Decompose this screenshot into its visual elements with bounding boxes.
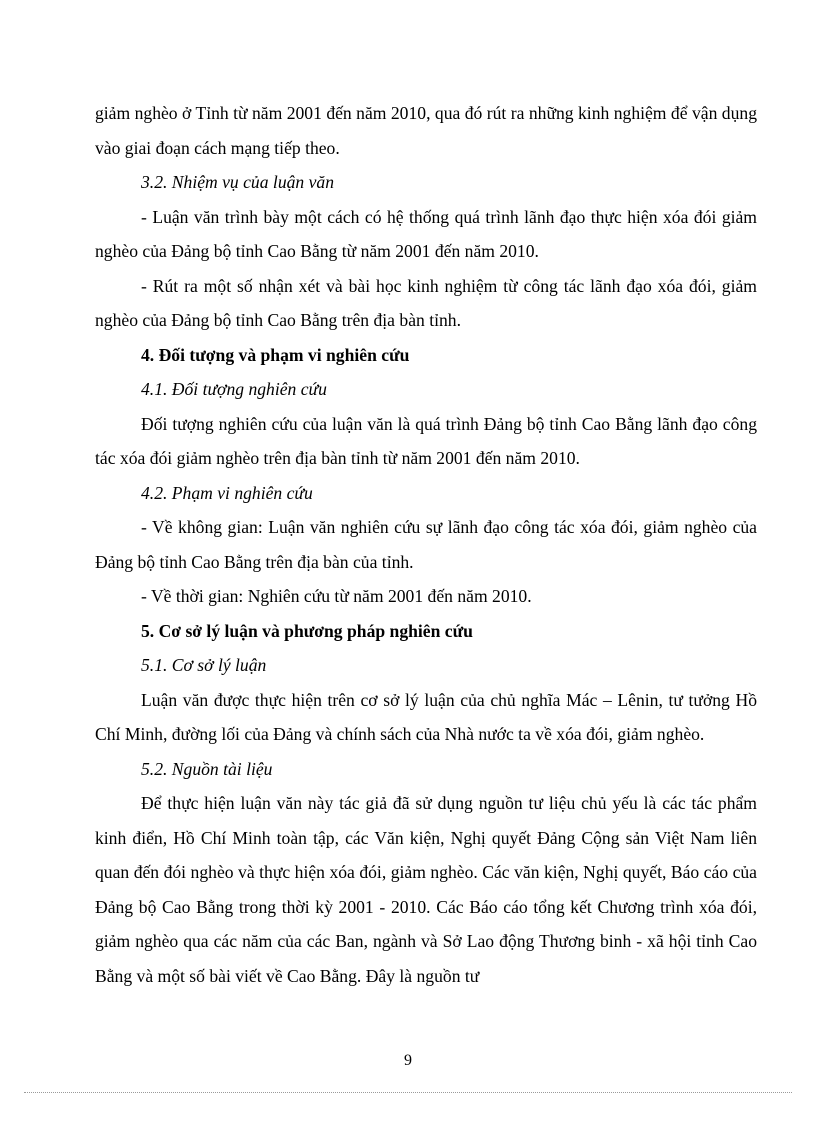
subheading-4-2: 4.2. Phạm vi nghiên cứu: [141, 482, 313, 503]
page-bottom-divider: [24, 1092, 792, 1093]
subheading-4-1: 4.1. Đối tượng nghiên cứu: [141, 379, 327, 399]
subheading-5-1: 5.1. Cơ sở lý luận: [141, 655, 267, 675]
paragraph-sources: Để thực hiện luận văn này tác giả đã sử dụng nguồn tư liệu chủ yếu là các tác phẩm kinh điển, Hồ Chí Minh toàn tập, các Văn kiện, Nghị quyết Đảng Cộng sản Việt Nam liên quan đến đói nghèo và thực hiện xóa đói, giảm nghèo. Các văn kiện, Nghị quyết, Báo cáo của Đảng bộ Cao Bằng trong thời kỳ 2001 - 2010. Các Báo cáo tổng kết Chương trình xóa đói, giảm nghèo qua các năm của các Ban, ngành và Sở Lao động Thương binh - xã hội tỉnh Cao Bằng và một số bài viết về Cao Bằng. Đây là nguồn tư: [95, 793, 757, 986]
paragraph-theory-basis: Luận văn được thực hiện trên cơ sở lý luận của chủ nghĩa Mác – Lênin, tư tưởng Hồ Chí Minh, đường lối của Đảng và chính sách của Nhà nước ta về xóa đói, giảm nghèo.: [95, 689, 757, 744]
paragraph-continuation: giảm nghèo ở Tỉnh từ năm 2001 đến năm 2010, qua đó rút ra những kinh nghiệm để vận dụng vào giai đoạn cách mạng tiếp theo.: [95, 103, 757, 158]
subheading-3-2: 3.2. Nhiệm vụ của luận văn: [141, 172, 335, 192]
paragraph-scope-time: - Về thời gian: Nghiên cứu từ năm 2001 đến năm 2010.: [141, 586, 532, 606]
paragraph-research-object: Đối tượng nghiên cứu của luận văn là quá trình Đảng bộ tỉnh Cao Bằng lãnh đạo công tác xóa đói giảm nghèo trên địa bàn tỉnh từ năm 2001 đến năm 2010.: [95, 413, 757, 468]
paragraph-task-2: - Rút ra một số nhận xét và bài học kinh nghiệm từ công tác lãnh đạo xóa đói, giảm nghèo của Đảng bộ tỉnh Cao Bằng trên địa bàn tỉnh.: [95, 275, 757, 330]
heading-4: 4. Đối tượng và phạm vi nghiên cứu: [141, 344, 410, 365]
page-number: 9: [404, 1052, 412, 1069]
document-page: [95, 96, 757, 993]
paragraph-task-1: - Luận văn trình bày một cách có hệ thống quá trình lãnh đạo thực hiện xóa đói giảm nghèo của Đảng bộ tỉnh Cao Bằng từ năm 2001 đến năm 2010.: [95, 206, 757, 261]
paragraph-scope-space: - Về không gian: Luận văn nghiên cứu sự lãnh đạo công tác xóa đói, giảm nghèo của Đảng bộ tỉnh Cao Bằng trên địa bàn của tỉnh.: [95, 517, 757, 572]
subheading-5-2: 5.2. Nguồn tài liệu: [141, 758, 273, 779]
heading-5: 5. Cơ sở lý luận và phương pháp nghiên cứu: [141, 620, 473, 641]
